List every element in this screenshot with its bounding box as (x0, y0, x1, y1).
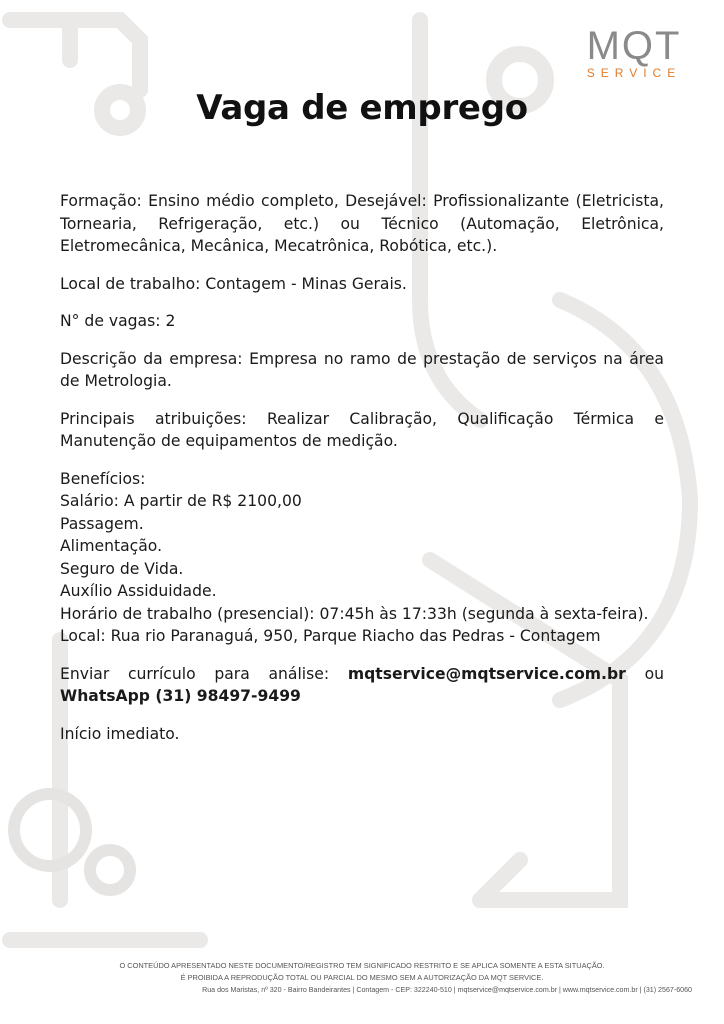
beneficio-item: Alimentação. (60, 537, 163, 555)
beneficio-item: Passagem. (60, 514, 144, 533)
inicio-text: Início imediato. (60, 724, 180, 743)
beneficio-item: Auxílio Assiduidade. (60, 582, 217, 600)
footer-address: Rua dos Maristas, nº 320 - Bairro Bandeirantes | Contagem - CEP: 322240-510 | mqtservice@mqtservice.com.br | www.mqtservice.com.br | (31) 2567-6060 (202, 986, 692, 994)
job-description (60, 190, 664, 760)
salario-text: Salário: A partir de R$ 2100,00 (60, 492, 302, 510)
whatsapp-contact[interactable]: WhatsApp (31) 98497-9499 (60, 687, 301, 705)
footer-disclaimer-2: É PROIBIDA A REPRODUÇÃO TOTAL OU PARCIAL DO MESMO SEM A AUTORIZAÇÃO DA MQT SERVICE. (180, 973, 544, 982)
descricao-text: Descrição da empresa: Empresa no ramo de prestação de serviços na área de Metrologia. (60, 349, 664, 390)
envio-curriculo (60, 663, 664, 708)
formacao-text: Formação: Ensino médio completo, Desejável: Profissionalizante (Eletricista, Tornearia, Refrigeração, etc.) ou Técnico (Automação, Eletrônica, Eletromecânica, Mecânica, Mecatrônica, Robótica, etc.). (60, 192, 664, 255)
page-title: Vaga de emprego (196, 88, 528, 128)
envio-conj: ou (644, 664, 664, 683)
vagas-text: N° de vagas: 2 (60, 312, 176, 330)
beneficios-block (60, 468, 664, 648)
footer-disclaimer-1: O CONTEÚDO APRESENTADO NESTE DOCUMENTO/REGISTRO TEM SIGNIFICADO RESTRITO E SE APLICA SOMENTE A ESTA SITUAÇÃO. (119, 961, 605, 970)
beneficio-item: Seguro de Vida. (60, 559, 184, 578)
company-logo (578, 26, 690, 82)
page-footer (0, 960, 724, 996)
local-endereco-text: Local: Rua rio Paranaguá, 950, Parque Riacho das Pedras - Contagem (60, 627, 601, 645)
atribuicoes-text: Principais atribuições: Realizar Calibração, Qualificação Térmica e Manutenção de equipamentos de medição. (60, 409, 664, 450)
envio-prefix: Enviar currículo para análise: (60, 664, 330, 683)
horario-text: Horário de trabalho (presencial): 07:45h às 17:33h (segunda à sexta-feira). (60, 604, 649, 623)
local-trabalho-text: Local de trabalho: Contagem - Minas Gerais. (60, 274, 407, 293)
logo-mqt-text: MQT (586, 24, 682, 68)
beneficios-heading: Benefícios: (60, 469, 146, 488)
email-link[interactable]: mqtservice@mqtservice.com.br (347, 664, 626, 683)
logo-service-text: SERVICE (586, 66, 682, 80)
